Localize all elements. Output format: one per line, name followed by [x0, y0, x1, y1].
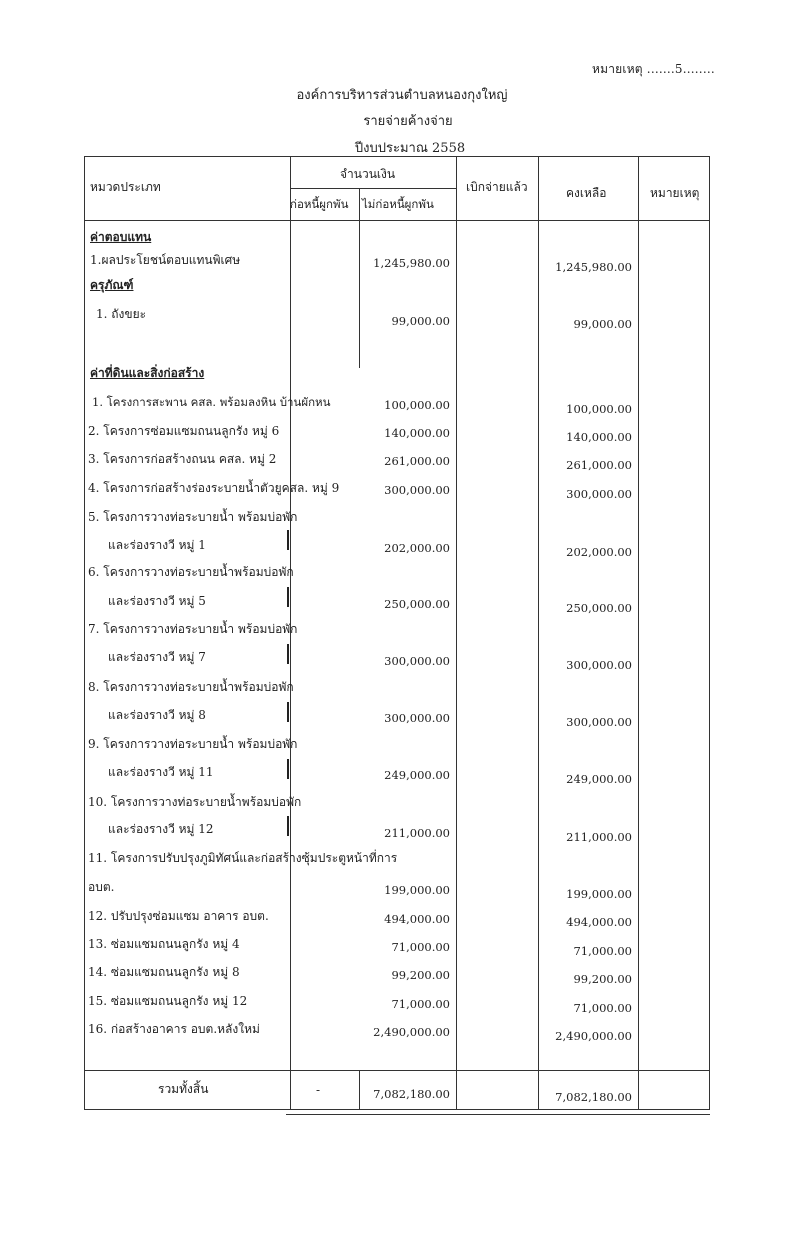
pen-mark	[287, 816, 289, 836]
row-amount: 99,200.00	[391, 968, 450, 982]
org-name: องค์การบริหารส่วนตำบลหนองกุงใหญ่	[296, 88, 508, 103]
row-amount: 99,000.00	[391, 314, 450, 328]
pen-mark	[287, 759, 289, 779]
row-label: 6. โครงการวางท่อระบายน้ำพร้อมบ่อพัก	[88, 565, 294, 579]
row-remaining: 261,000.00	[566, 458, 632, 472]
row-label: 11. โครงการปรับปรุงภูมิทัศน์และก่อสร้างซุ้มประตูหน้าที่การ	[88, 851, 398, 865]
row-sublabel: อบต.	[88, 880, 115, 894]
row-amount: 250,000.00	[384, 597, 450, 611]
header-subline	[290, 188, 456, 189]
col-header-paid: เบิกจ่ายแล้ว	[466, 180, 528, 194]
row-sublabel: และร่องรางวี หมู่ 1	[108, 538, 206, 552]
col-header-uncommitted: ไม่ก่อหนี้ผูกพัน	[362, 197, 434, 211]
row-label: 3. โครงการก่อสร้างถนน คสล. หมู่ 2	[88, 452, 277, 466]
total-remaining: 7,082,180.00	[555, 1090, 632, 1104]
row-remaining: 2,490,000.00	[555, 1029, 632, 1043]
report-title: รายจ่ายค้างจ่าย	[363, 114, 453, 129]
row-remaining: 71,000.00	[573, 1001, 632, 1015]
category-heading: ค่าตอบแทน	[90, 230, 152, 244]
pen-mark	[287, 530, 289, 550]
col-divider-partial	[359, 188, 360, 368]
row-amount: 100,000.00	[384, 398, 450, 412]
row-label: 16. ก่อสร้างอาคาร อบต.หลังใหม่	[88, 1022, 260, 1036]
row-amount: 71,000.00	[391, 997, 450, 1011]
row-remaining: 99,000.00	[573, 317, 632, 331]
row-amount: 300,000.00	[384, 483, 450, 497]
row-amount: 300,000.00	[384, 711, 450, 725]
col-header-remaining: คงเหลือ	[566, 186, 607, 200]
row-remaining: 494,000.00	[566, 915, 632, 929]
row-amount: 249,000.00	[384, 768, 450, 782]
row-remaining: 71,000.00	[573, 944, 632, 958]
col-header-category: หมวดประเภท	[90, 180, 161, 194]
header-bottom-line	[84, 220, 710, 221]
row-label: 10. โครงการวางท่อระบายน้ำพร้อมบ่อพัก	[88, 795, 302, 809]
row-label: 1. โครงการสะพาน คสล. พร้อมลงหิน บ้านผักหน	[92, 395, 331, 409]
row-sublabel: และร่องรางวี หมู่ 7	[108, 650, 206, 664]
row-remaining: 300,000.00	[566, 658, 632, 672]
row-label: 5. โครงการวางท่อระบายน้ำ พร้อมบ่อพัก	[88, 510, 298, 524]
col-divider	[456, 156, 457, 1110]
row-remaining: 99,200.00	[573, 972, 632, 986]
row-amount: 261,000.00	[384, 454, 450, 468]
row-label: 8. โครงการวางท่อระบายน้ำพร้อมบ่อพัก	[88, 680, 294, 694]
category-heading: ครุภัณฑ์	[90, 278, 134, 292]
row-amount: 494,000.00	[384, 912, 450, 926]
row-label: 13. ซ่อมแซมถนนลูกรัง หมู่ 4	[88, 937, 240, 951]
row-amount: 199,000.00	[384, 883, 450, 897]
row-label: 1.ผลประโยชน์ตอบแทนพิเศษ	[90, 253, 241, 267]
category-heading: ค่าที่ดินและสิ่งก่อสร้าง	[90, 366, 205, 380]
total-amount: 7,082,180.00	[373, 1087, 450, 1101]
page-note: หมายเหตุ .......5........	[592, 62, 715, 76]
row-label: 12. ปรับปรุงซ่อมแซม อาคาร อบต.	[88, 909, 269, 923]
row-remaining: 250,000.00	[566, 601, 632, 615]
col-divider	[538, 156, 539, 1110]
row-label: 9. โครงการวางท่อระบายน้ำ พร้อมบ่อพัก	[88, 737, 298, 751]
row-amount: 211,000.00	[384, 826, 450, 840]
total-label: รวมทั้งสิ้น	[158, 1082, 209, 1096]
col-header-committed: ก่อหนี้ผูกพัน	[290, 197, 349, 211]
row-amount: 2,490,000.00	[373, 1025, 450, 1039]
total-top-line	[84, 1070, 710, 1071]
row-amount: 202,000.00	[384, 541, 450, 555]
pen-mark	[287, 587, 289, 607]
row-sublabel: และร่องรางวี หมู่ 8	[108, 708, 206, 722]
row-label: 15. ซ่อมแซมถนนลูกรัง หมู่ 12	[88, 994, 248, 1008]
row-amount: 71,000.00	[391, 940, 450, 954]
row-sublabel: และร่องรางวี หมู่ 5	[108, 594, 206, 608]
row-remaining: 211,000.00	[566, 830, 632, 844]
row-remaining: 300,000.00	[566, 487, 632, 501]
pen-mark	[287, 644, 289, 664]
row-label: 1. ถังขยะ	[96, 307, 147, 321]
row-remaining: 1,245,980.00	[555, 260, 632, 274]
row-remaining: 199,000.00	[566, 887, 632, 901]
pen-mark	[287, 702, 289, 722]
row-amount: 300,000.00	[384, 654, 450, 668]
row-label: 2. โครงการซ่อมแซมถนนลูกรัง หมู่ 6	[88, 424, 280, 438]
row-remaining: 202,000.00	[566, 545, 632, 559]
row-remaining: 140,000.00	[566, 430, 632, 444]
col-header-remark: หมายเหตุ	[650, 186, 700, 200]
row-remaining: 300,000.00	[566, 715, 632, 729]
col-divider	[638, 156, 639, 1110]
row-amount: 140,000.00	[384, 426, 450, 440]
row-label: 14. ซ่อมแซมถนนลูกรัง หมู่ 8	[88, 965, 240, 979]
row-remaining: 100,000.00	[566, 402, 632, 416]
row-sublabel: และร่องรางวี หมู่ 12	[108, 822, 214, 836]
col-header-amount: จำนวนเงิน	[340, 167, 396, 181]
row-remaining: 249,000.00	[566, 772, 632, 786]
row-sublabel: และร่องรางวี หมู่ 11	[108, 765, 214, 779]
row-label: 7. โครงการวางท่อระบายน้ำ พร้อมบ่อพัก	[88, 622, 298, 636]
total-committed: -	[316, 1083, 321, 1097]
row-amount: 1,245,980.00	[373, 256, 450, 270]
row-label: 4. โครงการก่อสร้างร่องระบายน้ำตัวยูคสล. หมู่ 9	[88, 481, 340, 495]
fiscal-year: ปีงบประมาณ 2558	[354, 141, 466, 156]
total-underline	[286, 1114, 710, 1115]
